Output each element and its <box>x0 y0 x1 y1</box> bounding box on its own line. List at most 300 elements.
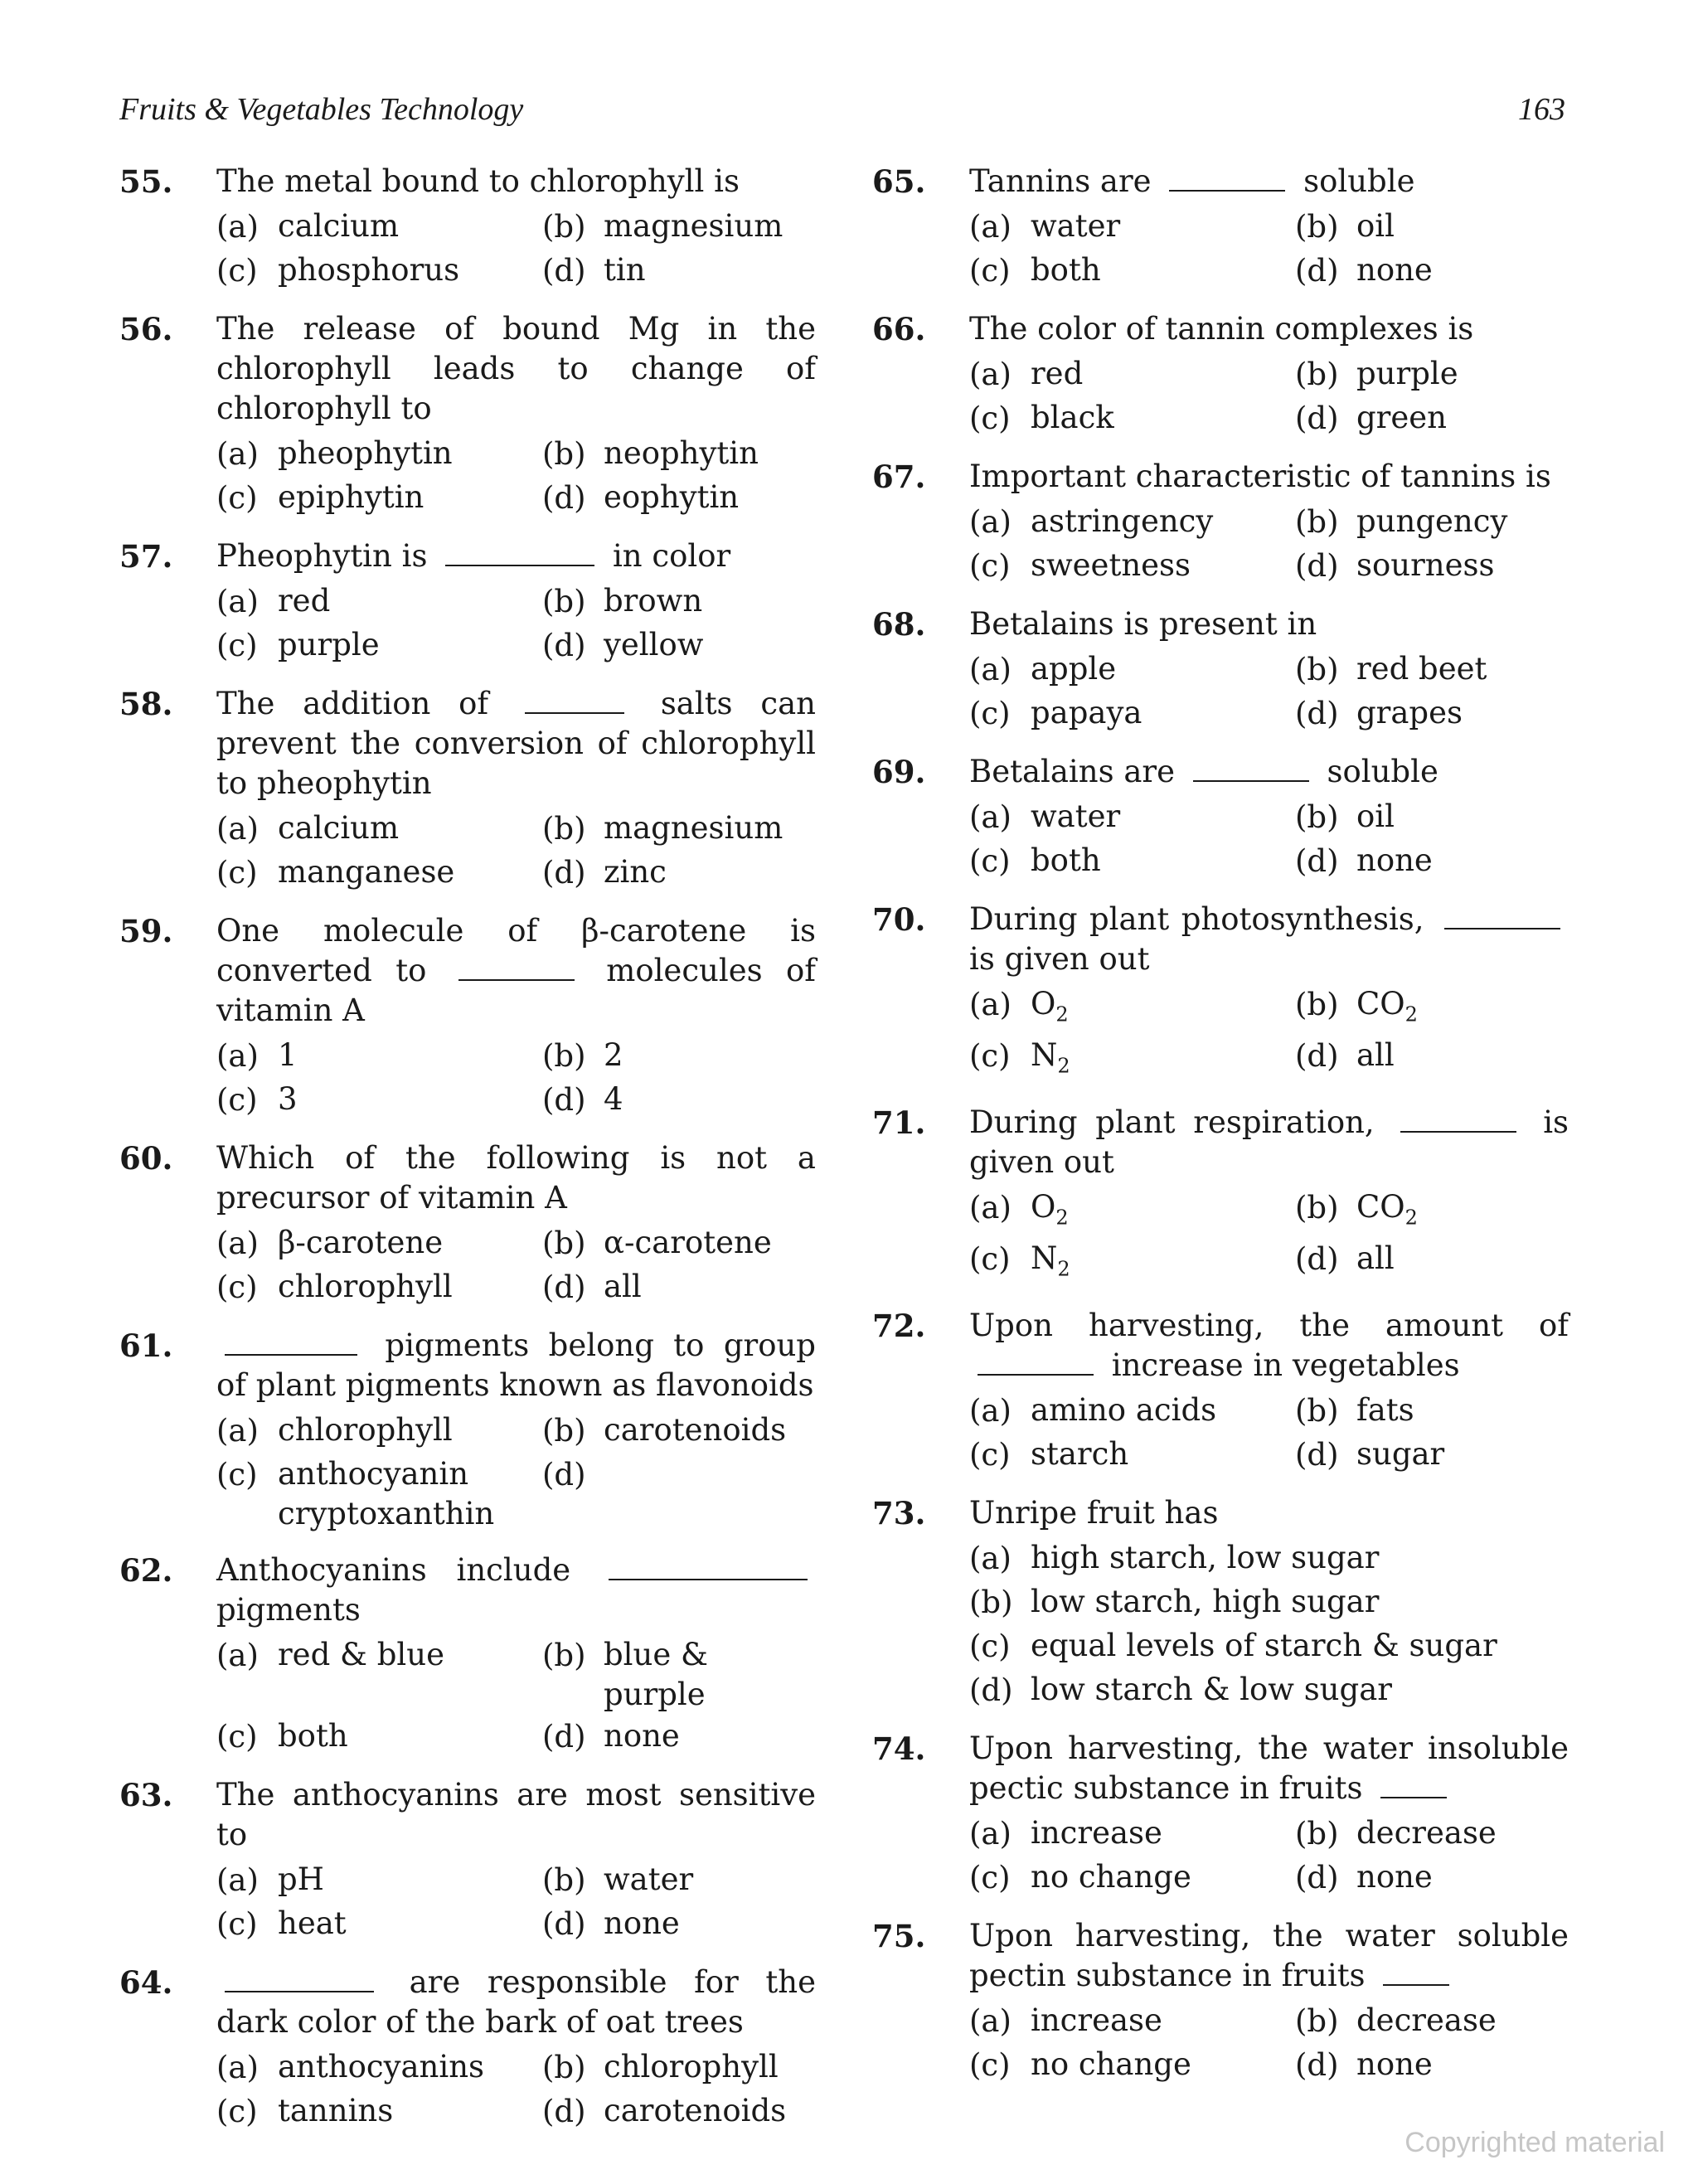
option-text-value: O <box>1031 1188 1056 1225</box>
option-text <box>1356 692 1569 735</box>
question-item <box>872 604 1569 735</box>
option-text-value: all <box>1356 1037 1395 1074</box>
option-text <box>1356 983 1569 1034</box>
option-text-value: carotenoids <box>604 2093 787 2128</box>
option-text-value: 2 <box>604 1037 623 1073</box>
option-letter: (d) <box>542 2094 586 2129</box>
option-text <box>604 1265 816 1309</box>
answer-option <box>969 1237 1295 1289</box>
question-body <box>216 1138 816 1309</box>
option-text <box>278 580 542 624</box>
answer-option <box>216 2046 542 2089</box>
option-text <box>604 249 816 293</box>
question-item <box>119 162 816 293</box>
option-text <box>1356 1389 1569 1433</box>
option-letter: (d) <box>542 1269 586 1305</box>
answer-option <box>1295 1034 1569 1085</box>
option-letter: (b) <box>1295 987 1339 1022</box>
answer-option <box>542 1715 816 1759</box>
option-letter: (d) <box>1295 253 1339 289</box>
option-text <box>1356 544 1569 588</box>
option-text-value: decrease <box>1356 2002 1497 2038</box>
answer-option <box>1295 1389 1569 1433</box>
options-list <box>969 1812 1569 1900</box>
option-text <box>1031 2043 1295 2087</box>
option-letter: (c) <box>216 253 258 289</box>
options-list <box>969 352 1569 440</box>
option-text-value: increase <box>1031 1814 1162 1851</box>
option-letter: (a) <box>216 2050 259 2085</box>
stem-text: Upon harvesting, the amount of <box>969 1307 1569 1343</box>
option-text-value: apple <box>1031 651 1117 687</box>
option-text <box>604 1453 816 1534</box>
option-letter: (b) <box>542 1413 586 1449</box>
stem-text: Betalains is present in <box>969 606 1317 642</box>
option-text-value: amino acids <box>1031 1391 1217 1428</box>
answer-option <box>216 249 542 293</box>
question-stem <box>216 162 816 201</box>
answer-option <box>216 1034 542 1078</box>
option-letter: (a) <box>969 209 1012 245</box>
answer-option <box>216 1453 542 1534</box>
answer-blank <box>1444 903 1560 929</box>
answer-option <box>1295 983 1569 1034</box>
stem-text: Unripe fruit has <box>969 1494 1219 1531</box>
stem-text: soluble <box>1327 754 1438 789</box>
option-letter: (a) <box>216 436 259 472</box>
option-text-value: CO <box>1356 1188 1405 1225</box>
question-number: 69. <box>872 754 926 790</box>
options-list <box>216 580 816 667</box>
question-number: 65. <box>872 163 926 200</box>
question-body <box>216 1326 816 1534</box>
option-text-value: β-carotene <box>278 1225 444 1260</box>
option-text-value: decrease <box>1356 1814 1497 1851</box>
option-letter: (c) <box>969 1859 1011 1895</box>
option-text-value: increase <box>1031 2002 1162 2038</box>
option-text-value: calcium <box>278 810 400 846</box>
option-text <box>604 1221 816 1265</box>
option-text <box>604 1409 816 1453</box>
question-stem <box>216 684 816 803</box>
answer-option <box>969 249 1295 293</box>
option-text-value: grapes <box>1356 695 1463 730</box>
subscript: 2 <box>1055 1206 1069 1230</box>
option-letter: (c) <box>216 855 258 891</box>
option-letter: (d) <box>1295 1241 1339 1278</box>
option-text <box>1031 500 1295 544</box>
option-letter: (c) <box>216 1906 258 1942</box>
option-text-value: eophytin <box>604 479 740 515</box>
option-text-value: chlorophyll <box>604 2049 779 2085</box>
question-body <box>969 1306 1569 1477</box>
option-letter: (d) <box>542 1719 586 1754</box>
answer-option <box>216 1265 542 1309</box>
answer-option <box>969 500 1295 544</box>
options-list <box>969 795 1569 883</box>
answer-option <box>1295 1856 1569 1900</box>
option-letter: (c) <box>969 1628 1011 1664</box>
option-letter: (b) <box>1295 357 1339 392</box>
answer-blank <box>609 1554 808 1580</box>
answer-option <box>969 1186 1295 1237</box>
option-text-value: 4 <box>604 1081 623 1117</box>
option-text <box>604 1902 816 1946</box>
option-text-value: fats <box>1356 1391 1414 1428</box>
option-text <box>1031 1580 1569 1624</box>
option-text <box>1356 1433 1569 1477</box>
option-text <box>1356 648 1569 692</box>
option-letter: (a) <box>969 652 1012 687</box>
option-text <box>1031 1034 1295 1085</box>
option-letter: (c) <box>969 1241 1011 1278</box>
question-body <box>216 536 816 667</box>
option-letter: (b) <box>542 1638 586 1673</box>
stem-text: One molecule of β-carotene is converted to <box>216 913 816 988</box>
question-number: 73. <box>872 1494 926 1531</box>
option-text-value: yellow <box>604 627 704 662</box>
answer-option <box>542 432 816 476</box>
options-list <box>969 500 1569 588</box>
option-letter: (b) <box>1295 652 1339 687</box>
option-text-value: both <box>278 1718 348 1754</box>
answer-option <box>969 1668 1569 1712</box>
answer-option <box>969 1536 1569 1580</box>
answer-option <box>542 1265 816 1309</box>
options-list <box>969 983 1569 1086</box>
question-stem <box>969 1103 1569 1182</box>
option-letter: (c) <box>216 2094 258 2129</box>
question-number: 59. <box>119 913 173 949</box>
answer-option <box>542 2089 816 2133</box>
option-letter: (d) <box>542 1457 586 1492</box>
option-text-value: none <box>1356 2046 1433 2082</box>
option-text-value: red beet <box>1356 651 1487 687</box>
option-text-value: astringency <box>1031 503 1214 539</box>
stem-text: Tannins are <box>969 163 1152 199</box>
option-text-value: N <box>1031 1037 1058 1074</box>
option-letter: (b) <box>542 209 586 245</box>
option-text <box>1031 205 1295 249</box>
question-stem <box>216 536 816 576</box>
option-text <box>1031 1389 1295 1433</box>
option-text <box>604 851 816 895</box>
option-text <box>278 205 542 249</box>
option-text-value: 3 <box>278 1081 298 1117</box>
option-text-value: N <box>1031 1240 1058 1277</box>
option-text-value: none <box>604 1718 680 1754</box>
question-stem <box>216 1775 816 1855</box>
option-letter: (c) <box>216 1457 258 1492</box>
answer-option <box>1295 1812 1569 1856</box>
option-text <box>278 2089 542 2133</box>
option-text <box>1031 544 1295 588</box>
answer-option <box>542 851 816 895</box>
option-text-value: both <box>1031 252 1101 288</box>
answer-blank <box>978 1349 1094 1376</box>
stem-text: The addition of <box>216 686 489 721</box>
option-letter: (a) <box>969 1392 1012 1429</box>
option-text <box>278 807 542 851</box>
answer-blank <box>445 540 594 566</box>
option-letter: (b) <box>542 1862 586 1898</box>
option-letter: (d) <box>542 1906 586 1942</box>
stem-text: pigments belong to group of plant pigments known as flavonoids <box>216 1327 816 1403</box>
option-text-value: carotenoids <box>604 1412 787 1448</box>
answer-option <box>969 205 1295 249</box>
options-list <box>969 205 1569 293</box>
option-letter: (c) <box>216 1719 258 1754</box>
option-text-value: pheophytin <box>278 435 453 471</box>
option-text-value: chlorophyll <box>278 1269 453 1304</box>
answer-option <box>969 1034 1295 1085</box>
answer-option <box>216 624 542 667</box>
option-letter: (a) <box>969 1540 1012 1576</box>
stem-text: Betalains are <box>969 754 1175 789</box>
option-text <box>1356 1812 1569 1856</box>
stem-text: molecules of vitamin A <box>216 953 817 1028</box>
question-item <box>872 457 1569 588</box>
question-stem <box>969 309 1569 349</box>
answer-option <box>969 2043 1295 2087</box>
answer-option <box>216 1858 542 1902</box>
option-text <box>278 249 542 293</box>
option-letter: (b) <box>1295 2002 1339 2039</box>
question-item <box>119 684 816 895</box>
question-number: 72. <box>872 1307 926 1344</box>
option-letter: (b) <box>542 811 586 847</box>
option-text <box>1031 396 1295 440</box>
option-text <box>278 1221 542 1265</box>
question-body <box>969 1916 1569 2087</box>
option-text <box>278 1034 542 1078</box>
answer-option <box>216 476 542 520</box>
question-stem <box>969 1729 1569 1808</box>
answer-option <box>1295 500 1569 544</box>
answer-option <box>542 476 816 520</box>
option-text-value: pungency <box>1356 503 1508 539</box>
question-item <box>872 900 1569 1086</box>
question-item <box>872 1103 1569 1289</box>
options-list <box>216 1858 816 1946</box>
option-text <box>1356 1999 1569 2043</box>
answer-option <box>216 1633 542 1715</box>
option-text-value: epiphytin <box>278 479 424 515</box>
option-text <box>1356 1186 1569 1237</box>
answer-option <box>969 1433 1295 1477</box>
option-text-value: tannins <box>278 2093 394 2128</box>
option-text <box>1031 983 1295 1034</box>
subscript: 2 <box>1404 1002 1418 1026</box>
question-body <box>969 457 1569 588</box>
option-text-value: none <box>1356 1858 1433 1895</box>
question-number: 57. <box>119 538 173 575</box>
question-item <box>119 1326 816 1534</box>
option-letter: (a) <box>216 1225 259 1261</box>
question-item <box>872 1729 1569 1900</box>
answer-option <box>1295 1237 1569 1289</box>
option-letter: (a) <box>216 811 259 847</box>
option-text-value: CO <box>1356 986 1405 1022</box>
option-text <box>278 1409 542 1453</box>
option-letter: (b) <box>1295 1392 1339 1429</box>
answer-option <box>216 851 542 895</box>
option-text <box>278 432 542 476</box>
option-text-value: sourness <box>1356 547 1495 583</box>
options-list <box>216 1034 816 1122</box>
option-text <box>1031 1668 1569 1712</box>
option-text-value: none <box>1356 842 1433 878</box>
answer-blank <box>525 687 624 714</box>
stem-text: The color of tannin complexes is <box>969 311 1474 347</box>
option-letter: (d) <box>1295 548 1339 584</box>
option-text-value: phosphorus <box>278 252 460 288</box>
option-text-value: manganese <box>278 854 455 890</box>
answer-option <box>542 205 816 249</box>
option-text <box>1031 1433 1295 1477</box>
answer-option <box>542 1221 816 1265</box>
option-text-value: oil <box>1356 208 1395 244</box>
option-letter: (b) <box>542 1225 586 1261</box>
option-letter: (d) <box>1295 1436 1339 1473</box>
question-item <box>872 752 1569 883</box>
option-text-value: anthocyanins <box>278 2049 485 2085</box>
option-letter: (b) <box>969 1584 1013 1620</box>
question-body <box>969 309 1569 440</box>
question-stem <box>969 900 1569 979</box>
options-list <box>969 648 1569 735</box>
option-letter: (c) <box>969 253 1011 289</box>
options-list <box>216 205 816 293</box>
option-text <box>1356 2043 1569 2087</box>
question-number: 70. <box>872 901 926 938</box>
options-list <box>969 1536 1569 1712</box>
option-text <box>604 1633 816 1715</box>
option-text-value: chlorophyll <box>278 1412 453 1448</box>
question-stem <box>969 604 1569 644</box>
option-letter: (b) <box>542 584 586 619</box>
option-text-value: none <box>604 1905 680 1941</box>
option-text <box>1031 1624 1569 1668</box>
option-text-value: low starch & low sugar <box>1031 1671 1392 1707</box>
option-letter: (a) <box>216 209 259 245</box>
question-item <box>119 536 816 667</box>
question-stem <box>216 1326 816 1405</box>
option-letter: (a) <box>216 584 259 619</box>
answer-option <box>216 1715 542 1759</box>
option-text-value: red & blue <box>278 1637 444 1672</box>
option-letter: (a) <box>216 1638 259 1673</box>
question-stem <box>969 162 1569 201</box>
option-text <box>1031 1812 1295 1856</box>
option-letter: (d) <box>1295 843 1339 879</box>
option-text <box>1356 500 1569 544</box>
option-text <box>1356 795 1569 839</box>
option-text <box>278 624 542 667</box>
question-body <box>216 162 816 293</box>
answer-option <box>542 249 816 293</box>
option-text <box>604 580 816 624</box>
question-stem <box>216 911 816 1031</box>
options-list <box>216 1221 816 1309</box>
answer-option <box>969 1389 1295 1433</box>
option-letter: (c) <box>969 1038 1011 1075</box>
option-letter: (d) <box>1295 1038 1339 1075</box>
option-text-value: purple <box>278 627 380 662</box>
option-text <box>1031 648 1295 692</box>
answer-option <box>969 795 1295 839</box>
question-number: 62. <box>119 1552 173 1589</box>
answer-option <box>1295 648 1569 692</box>
answer-option <box>542 1034 816 1078</box>
question-stem <box>969 1916 1569 1996</box>
book-title: Fruits & Vegetables Technology <box>119 92 524 127</box>
question-number: 67. <box>872 459 926 495</box>
answer-option <box>969 1999 1295 2043</box>
options-list <box>216 1409 816 1534</box>
option-letter: (b) <box>1295 209 1339 245</box>
option-letter: (a) <box>969 1189 1012 1225</box>
option-text-value: heat <box>278 1905 347 1941</box>
stem-text: The metal bound to chlorophyll is <box>216 163 740 199</box>
stem-text: are responsible for the dark color of the bark of oat trees <box>216 1964 816 2040</box>
option-text-value: oil <box>1356 798 1395 834</box>
option-letter: (a) <box>216 1038 259 1074</box>
question-stem <box>969 1493 1569 1533</box>
answer-option <box>1295 205 1569 249</box>
option-text <box>278 1633 542 1715</box>
option-text-value: high starch, low sugar <box>1031 1539 1380 1575</box>
option-text <box>604 1078 816 1122</box>
option-letter: (a) <box>216 1413 259 1449</box>
stem-text: Important characteristic of tannins is <box>969 459 1551 494</box>
option-letter: (a) <box>969 799 1012 835</box>
option-letter: (c) <box>216 1269 258 1305</box>
option-text-value: purple <box>1356 356 1458 391</box>
stem-text: The anthocyanins are most sensitive to <box>216 1777 816 1852</box>
question-item <box>872 162 1569 293</box>
stem-text: is given out <box>969 1104 1569 1180</box>
option-letter: (d) <box>1295 1859 1339 1895</box>
option-text-value: sugar <box>1356 1435 1445 1472</box>
answer-option <box>1295 1433 1569 1477</box>
option-text-value: red <box>278 583 331 619</box>
option-letter: (b) <box>1295 504 1339 540</box>
answer-option <box>969 692 1295 735</box>
answer-option <box>969 983 1295 1034</box>
option-text-value: tin <box>604 252 646 288</box>
option-text-value: no change <box>1031 2046 1191 2082</box>
option-text <box>1356 839 1569 883</box>
answer-blank <box>225 1329 357 1356</box>
options-list <box>969 1186 1569 1289</box>
options-list <box>216 1633 816 1759</box>
answer-option <box>969 1624 1569 1668</box>
option-letter: (b) <box>1295 1815 1339 1852</box>
stem-text: salts can prevent the conversion of chlorophyll to pheophytin <box>216 686 816 801</box>
option-text <box>1356 352 1569 396</box>
option-letter: (c) <box>969 843 1011 879</box>
option-letter: (c) <box>216 628 258 663</box>
question-body <box>216 309 816 520</box>
option-text-value: both <box>1031 842 1101 878</box>
answer-option <box>216 1902 542 1946</box>
answer-option <box>216 1409 542 1453</box>
left-question-column <box>119 162 816 2150</box>
option-text <box>278 1078 542 1122</box>
option-text <box>1031 795 1295 839</box>
option-text <box>604 476 816 520</box>
